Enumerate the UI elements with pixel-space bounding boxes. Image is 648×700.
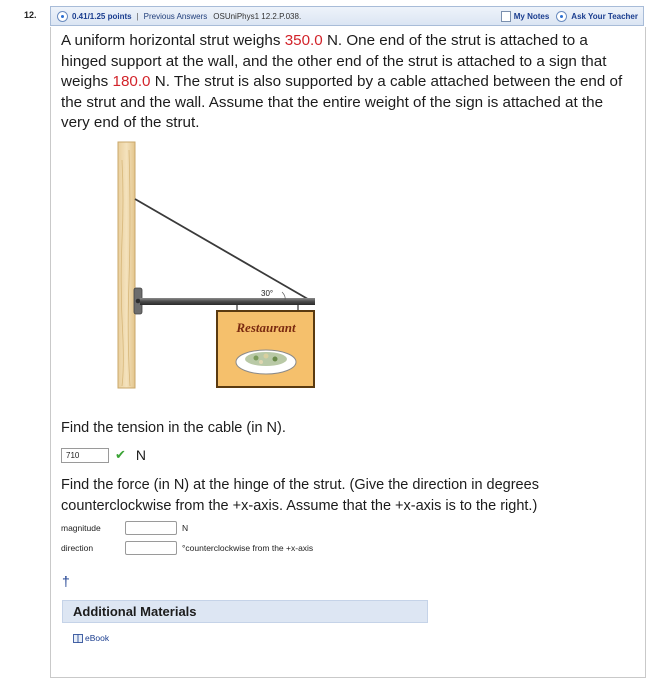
wall [118,142,135,388]
header-tools [501,11,643,22]
correct-check-icon: ✔ [115,447,126,462]
additional-materials-header: Additional Materials [62,600,428,623]
dagger-mark: † [62,573,70,589]
strut-weight-value: 350.0 [284,32,323,49]
direction-row [61,541,313,555]
magnitude-label: magnitude [61,523,101,533]
strut [140,298,315,305]
magnitude-unit: N [182,523,189,533]
ebook-label: eBook [85,633,110,643]
question-source: OSUniPhys1 12.2.P.038. [213,11,302,21]
direction-input[interactable] [125,541,177,555]
part1-answer-row [61,447,146,463]
part2-prompt: Find the force (in N) at the hinge of the strut. (Give the direction in degrees counterclockwise from the +x-axis. Assume that the +x-axis is to the right.) [61,477,539,514]
previous-answers-link[interactable]: Previous Answers [143,11,208,21]
part1-prompt: Find the tension in the cable (in N). [61,420,286,436]
sign-weight-value: 180.0 [112,73,151,90]
problem-statement: A uniform horizontal strut weighs 350.0 N. One end of the strut is attached to a hinged support at the wall, and the other end of the strut is attached to a sign that weighs 180.0 N. The strut is also supported by a cable attached between the end of the strut and the wall. Assume that the entire weight of the sign is attached at the very end of the strut. [61,32,623,131]
my-notes-button[interactable]: My Notes [513,11,550,21]
hinge-pin [136,299,141,304]
points-score: 0.41/1.25 points [72,11,132,21]
tension-answer-input[interactable] [61,448,109,463]
ask-teacher-button[interactable]: Ask Your Teacher [571,11,638,21]
angle-label: 30° [261,289,274,298]
direction-unit: °counterclockwise from the +x-axis [182,543,314,553]
ebook-link[interactable] [73,633,109,643]
tension-unit: N [135,447,147,463]
sign-text: Restaurant [236,320,296,335]
question-header-bar [50,6,644,26]
magnitude-row [61,521,188,535]
cable [135,199,313,302]
ask-teacher-icon [556,11,567,22]
direction-label: direction [61,543,94,553]
points-indicator-icon [57,11,68,22]
notes-icon [501,11,511,22]
header-separator: | [136,11,139,21]
magnitude-input[interactable] [125,521,177,535]
book-icon [73,634,83,643]
question-number: 12. [24,10,37,20]
strut-diagram [110,140,330,390]
